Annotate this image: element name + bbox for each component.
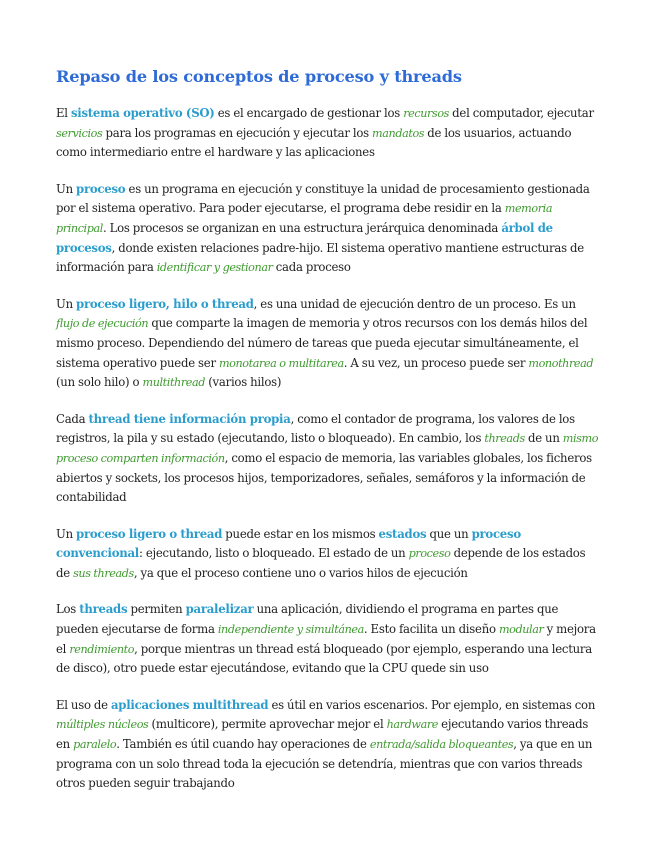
text-run: es un programa en ejecución y constituye la unidad de procesamiento gestionada por el sistema operativo. Para poder ejecutarse, el programa debe residir en la (56, 181, 590, 216)
emphasis-term: modular (498, 623, 544, 637)
emphasis-term: paralelo (73, 738, 117, 752)
keyword-term: proceso convencional (56, 526, 521, 561)
text-run: (varios hilos) (205, 375, 282, 390)
keyword-term: paralelizar (185, 602, 254, 617)
text-run: , donde existen relaciones padre-hijo. El sistema operativo mantiene estructuras de información para (56, 240, 584, 275)
text-run: . Los procesos se organizan en una estructura jerárquica denominada (102, 220, 502, 235)
text-run: . A su vez, un proceso puede ser (343, 355, 529, 370)
text-run: Los (56, 602, 80, 617)
text-run: , es una unidad de ejecución dentro de un proceso. Es un (253, 296, 576, 311)
keyword-term: aplicaciones multithread (110, 697, 269, 712)
keyword-term: estados (378, 526, 427, 541)
text-run: para los programas en ejecución y ejecutar los (102, 125, 373, 140)
text-run: permiten (127, 602, 186, 617)
keyword-term: thread tiene información propia (88, 411, 291, 426)
paragraph-proceso (56, 180, 602, 278)
emphasis-term: entrada/salida bloqueantes (369, 738, 514, 752)
text-run: , como el espacio de memoria, las variables globales, los ficheros abiertos y sockets, los procesos hijos, temporizadores, señales, semáforos y la información de contabilidad (56, 450, 592, 505)
emphasis-term: independiente y simultánea (217, 623, 364, 637)
text-run: Un (56, 526, 77, 541)
text-run: del computador, ejecutar (449, 106, 594, 120)
document-page (56, 66, 602, 811)
paragraph-proceso-ligero (56, 295, 602, 393)
text-run: de los usuarios, actuando como intermediario entre el hardware y las aplicaciones (56, 125, 572, 160)
text-run: , ya que el proceso contiene uno o varios hilos de ejecución (133, 565, 468, 580)
keyword-term: proceso (76, 181, 126, 196)
text-run: una aplicación, dividiendo el programa en partes que pueden ejecutarse de forma (56, 602, 559, 637)
emphasis-term: flujo de ejecución (56, 317, 149, 331)
emphasis-term: threads (484, 432, 525, 446)
emphasis-term: proceso (408, 547, 451, 561)
text-run: . También es útil cuando hay operaciones de (116, 737, 370, 752)
text-run: que un (426, 526, 472, 541)
keyword-term: proceso ligero o thread (76, 526, 223, 541)
emphasis-term: múltiples núcleos (56, 718, 149, 732)
emphasis-term: hardware (386, 718, 439, 732)
paragraph-estados (56, 525, 602, 584)
page-title: Repaso de los conceptos de proceso y threads (56, 67, 462, 86)
emphasis-term: recursos (403, 107, 450, 120)
text-run: El (56, 106, 71, 120)
text-run: , ya que en un programa con un solo thread toda la ejecución se detendría, mientras que con varios threads otros pueden seguir trabajando (56, 737, 593, 791)
paragraph-sistema-operativo (56, 104, 602, 163)
emphasis-term: monotarea o multitarea (218, 356, 344, 370)
text-run: (multicore), permite aprovechar mejor el (148, 717, 387, 732)
text-run: Un (56, 296, 77, 311)
text-run: (un solo hilo) o (56, 375, 143, 390)
paragraph-paralelizar (56, 600, 602, 678)
text-run: . Esto facilita un diseño (363, 622, 499, 637)
text-run: : ejecutando, listo o bloqueado. El estado de un (139, 546, 409, 561)
emphasis-term: mandatos (372, 126, 425, 140)
text-run: , como el contador de programa, los valores de los registros, la pila y su estado (ejecutando, listo o bloqueado). En cambio, los (56, 411, 575, 446)
emphasis-term: sus threads (73, 566, 134, 580)
text-run: que comparte la imagen de memoria y otros recursos con los demás hilos del mismo proceso. Dependiendo del número de tareas que pueda ejecutar simultáneamente, el sistema operativo puede ser (56, 316, 588, 370)
emphasis-term: identificar y gestionar (156, 261, 273, 275)
paragraph-multithread (56, 696, 602, 794)
emphasis-term: rendimiento (69, 642, 135, 656)
text-run: de un (524, 431, 563, 446)
text-run: puede estar en los mismos (222, 526, 379, 541)
text-run: cada proceso (272, 260, 351, 275)
text-run: Un (56, 181, 77, 196)
text-run: es útil en varios escenarios. Por ejemplo, en sistemas con (268, 697, 596, 712)
text-run: depende de los estados de (56, 546, 586, 580)
text-run: Cada (56, 411, 89, 426)
keyword-term: árbol de procesos (56, 220, 553, 255)
emphasis-term: servicios (56, 126, 103, 140)
emphasis-term: memoria principal (56, 202, 553, 235)
paragraph-informacion-thread (56, 410, 602, 508)
text-run: es el encargado de gestionar los (214, 106, 404, 120)
emphasis-term: multithread (142, 376, 206, 390)
emphasis-term: mismo proceso comparten información (56, 432, 599, 465)
keyword-term: proceso ligero, hilo o thread (76, 296, 254, 311)
text-run: ejecutando varios threads en (56, 717, 589, 752)
emphasis-term: monothread (528, 356, 594, 370)
text-run: , porque mientras un thread está bloqueado (por ejemplo, esperando una lectura de disco), otro puede estar ejecutándose, evitando que la CPU quede sin uso (56, 641, 592, 676)
text-run: El uso de (56, 697, 111, 712)
keyword-term: sistema operativo (SO) (70, 106, 215, 120)
keyword-term: threads (79, 602, 128, 617)
text-run: y mejora el (56, 622, 596, 656)
